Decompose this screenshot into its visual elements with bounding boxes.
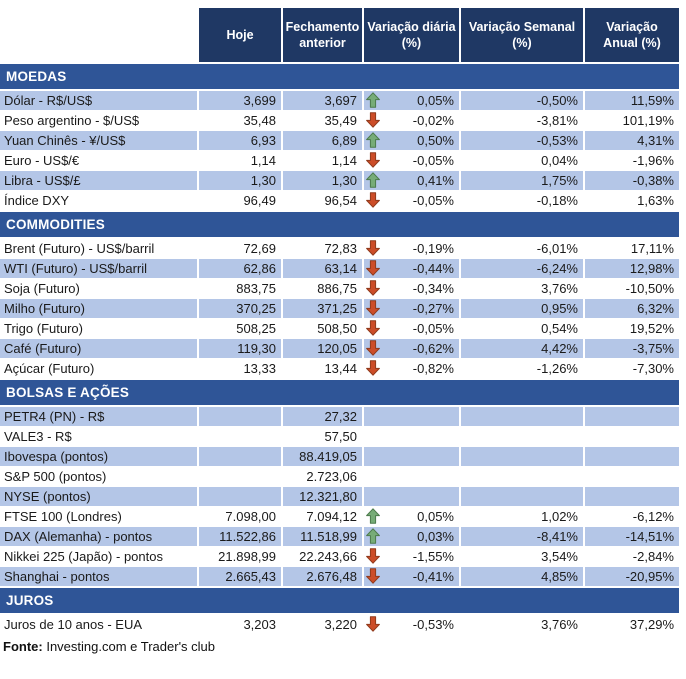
row-label: Milho (Futuro) — [0, 299, 197, 318]
variacao-anual-value — [585, 467, 679, 486]
hoje-value: 11.522,86 — [199, 527, 281, 546]
variacao-semanal-value: -8,41% — [461, 527, 583, 546]
variacao-semanal-value: 0,95% — [461, 299, 583, 318]
variacao-diaria-value: -0,34% — [412, 281, 454, 296]
table-row — [0, 171, 679, 190]
variacao-diaria-cell — [364, 239, 459, 258]
fechamento-value: 2.676,48 — [283, 567, 362, 586]
up-arrow-icon — [366, 528, 380, 544]
variacao-semanal-value: 3,76% — [461, 279, 583, 298]
fechamento-value: 35,49 — [283, 111, 362, 130]
down-arrow-icon — [366, 340, 380, 356]
variacao-semanal-value — [461, 467, 583, 486]
row-label: Libra - US$/£ — [0, 171, 197, 190]
hoje-value: 7.098,00 — [199, 507, 281, 526]
variacao-diaria-value: -0,02% — [412, 113, 454, 128]
hoje-value: 370,25 — [199, 299, 281, 318]
row-label: PETR4 (PN) - R$ — [0, 407, 197, 426]
variacao-semanal-value: -0,18% — [461, 191, 583, 210]
table-row — [0, 407, 679, 426]
variacao-diaria-cell — [364, 279, 459, 298]
variacao-diaria-cell — [364, 131, 459, 150]
variacao-diaria-value: 0,05% — [417, 93, 454, 108]
variacao-diaria-value: -0,41% — [412, 569, 454, 584]
fechamento-value: 3,697 — [283, 91, 362, 110]
hoje-value: 1,14 — [199, 151, 281, 170]
table-row — [0, 319, 679, 338]
row-label: Trigo (Futuro) — [0, 319, 197, 338]
section-header-moedas: MOEDAS — [0, 64, 679, 89]
row-label: Juros de 10 anos - EUA — [0, 615, 197, 634]
variacao-anual-value: 17,11% — [585, 239, 679, 258]
down-arrow-icon — [366, 568, 380, 584]
down-arrow-icon — [366, 320, 380, 336]
column-header-hoje: Hoje — [199, 8, 281, 62]
variacao-diaria-cell — [364, 447, 459, 466]
row-label: Ibovespa (pontos) — [0, 447, 197, 466]
fechamento-value: 1,14 — [283, 151, 362, 170]
fechamento-value: 371,25 — [283, 299, 362, 318]
variacao-diaria-value: -0,27% — [412, 301, 454, 316]
variacao-semanal-value: 4,85% — [461, 567, 583, 586]
row-label: FTSE 100 (Londres) — [0, 507, 197, 526]
hoje-value: 21.898,99 — [199, 547, 281, 566]
hoje-value: 3,699 — [199, 91, 281, 110]
variacao-anual-value: -10,50% — [585, 279, 679, 298]
row-label: Soja (Futuro) — [0, 279, 197, 298]
variacao-anual-value — [585, 447, 679, 466]
hoje-value: 96,49 — [199, 191, 281, 210]
table-row — [0, 91, 679, 110]
variacao-diaria-cell — [364, 359, 459, 378]
row-label: Açúcar (Futuro) — [0, 359, 197, 378]
table-header — [0, 8, 679, 62]
variacao-anual-value: -3,75% — [585, 339, 679, 358]
variacao-anual-value: 4,31% — [585, 131, 679, 150]
fechamento-value: 886,75 — [283, 279, 362, 298]
market-table — [0, 8, 679, 654]
fechamento-value: 63,14 — [283, 259, 362, 278]
fechamento-value: 27,32 — [283, 407, 362, 426]
table-row — [0, 567, 679, 586]
hoje-value — [199, 407, 281, 426]
variacao-diaria-cell — [364, 507, 459, 526]
column-header-variacao-anual: Variação Anual (%) — [585, 8, 679, 62]
row-label: Peso argentino - $/US$ — [0, 111, 197, 130]
variacao-semanal-value — [461, 407, 583, 426]
row-label: NYSE (pontos) — [0, 487, 197, 506]
section-header-juros: JUROS — [0, 588, 679, 613]
variacao-anual-value — [585, 407, 679, 426]
variacao-semanal-value — [461, 487, 583, 506]
variacao-diaria-cell — [364, 171, 459, 190]
variacao-semanal-value: -0,53% — [461, 131, 583, 150]
row-label: Shanghai - pontos — [0, 567, 197, 586]
variacao-diaria-value: -0,62% — [412, 341, 454, 356]
source-label: Fonte: — [3, 639, 43, 654]
variacao-diaria-cell — [364, 259, 459, 278]
variacao-anual-value: 101,19% — [585, 111, 679, 130]
variacao-anual-value: 37,29% — [585, 615, 679, 634]
variacao-semanal-value: -6,24% — [461, 259, 583, 278]
hoje-value: 3,203 — [199, 615, 281, 634]
variacao-diaria-cell — [364, 615, 459, 634]
variacao-diaria-value: 0,50% — [417, 133, 454, 148]
down-arrow-icon — [366, 360, 380, 376]
table-row — [0, 131, 679, 150]
variacao-semanal-value: -1,26% — [461, 359, 583, 378]
variacao-anual-value: 1,63% — [585, 191, 679, 210]
variacao-semanal-value: -6,01% — [461, 239, 583, 258]
section-header-bolsas-e-acoes: BOLSAS E AÇÕES — [0, 380, 679, 405]
table-row — [0, 487, 679, 506]
hoje-value: 62,86 — [199, 259, 281, 278]
up-arrow-icon — [366, 172, 380, 188]
variacao-diaria-value: -0,05% — [412, 193, 454, 208]
variacao-semanal-value: -3,81% — [461, 111, 583, 130]
fechamento-value: 120,05 — [283, 339, 362, 358]
row-label: Dólar - R$/US$ — [0, 91, 197, 110]
down-arrow-icon — [366, 112, 380, 128]
table-row — [0, 427, 679, 446]
variacao-diaria-cell — [364, 339, 459, 358]
row-label: Euro - US$/€ — [0, 151, 197, 170]
variacao-anual-value: -20,95% — [585, 567, 679, 586]
variacao-semanal-value: 1,75% — [461, 171, 583, 190]
table-row — [0, 299, 679, 318]
variacao-semanal-value: 0,04% — [461, 151, 583, 170]
variacao-diaria-value: 0,41% — [417, 173, 454, 188]
source-note — [3, 639, 679, 654]
variacao-diaria-value: -0,19% — [412, 241, 454, 256]
table-row — [0, 547, 679, 566]
table-row — [0, 259, 679, 278]
row-label: Índice DXY — [0, 191, 197, 210]
table-row — [0, 447, 679, 466]
variacao-diaria-cell — [364, 299, 459, 318]
variacao-anual-value: 11,59% — [585, 91, 679, 110]
variacao-anual-value — [585, 487, 679, 506]
fechamento-value: 57,50 — [283, 427, 362, 446]
column-header-variacao-diaria: Variação diária (%) — [364, 8, 459, 62]
variacao-diaria-cell — [364, 427, 459, 446]
row-label: WTI (Futuro) - US$/barril — [0, 259, 197, 278]
variacao-diaria-value: -0,44% — [412, 261, 454, 276]
fechamento-value: 1,30 — [283, 171, 362, 190]
variacao-anual-value: -6,12% — [585, 507, 679, 526]
variacao-diaria-cell — [364, 91, 459, 110]
section-header-commodities: COMMODITIES — [0, 212, 679, 237]
row-label: Yuan Chinês - ¥/US$ — [0, 131, 197, 150]
down-arrow-icon — [366, 548, 380, 564]
hoje-value: 13,33 — [199, 359, 281, 378]
hoje-value: 883,75 — [199, 279, 281, 298]
variacao-diaria-cell — [364, 407, 459, 426]
hoje-value: 1,30 — [199, 171, 281, 190]
variacao-anual-value: -7,30% — [585, 359, 679, 378]
variacao-diaria-cell — [364, 191, 459, 210]
source-text: Investing.com e Trader's club — [46, 639, 216, 654]
fechamento-value: 2.723,06 — [283, 467, 362, 486]
hoje-value: 35,48 — [199, 111, 281, 130]
down-arrow-icon — [366, 260, 380, 276]
hoje-value: 119,30 — [199, 339, 281, 358]
fechamento-value: 72,83 — [283, 239, 362, 258]
table-row — [0, 507, 679, 526]
variacao-diaria-value: 0,05% — [417, 509, 454, 524]
variacao-diaria-value: 0,03% — [417, 529, 454, 544]
variacao-diaria-cell — [364, 319, 459, 338]
variacao-diaria-cell — [364, 547, 459, 566]
fechamento-value: 88.419,05 — [283, 447, 362, 466]
hoje-value: 72,69 — [199, 239, 281, 258]
variacao-semanal-value: 3,76% — [461, 615, 583, 634]
fechamento-value: 96,54 — [283, 191, 362, 210]
fechamento-value: 11.518,99 — [283, 527, 362, 546]
fechamento-value: 3,220 — [283, 615, 362, 634]
hoje-value: 2.665,43 — [199, 567, 281, 586]
variacao-diaria-cell — [364, 527, 459, 546]
hoje-value — [199, 447, 281, 466]
fechamento-value: 13,44 — [283, 359, 362, 378]
variacao-diaria-value: -0,82% — [412, 361, 454, 376]
row-label: DAX (Alemanha) - pontos — [0, 527, 197, 546]
down-arrow-icon — [366, 280, 380, 296]
table-row — [0, 527, 679, 546]
variacao-diaria-cell — [364, 111, 459, 130]
row-label: VALE3 - R$ — [0, 427, 197, 446]
variacao-anual-value: 6,32% — [585, 299, 679, 318]
fechamento-value: 508,50 — [283, 319, 362, 338]
table-row — [0, 191, 679, 210]
down-arrow-icon — [366, 152, 380, 168]
row-label: Brent (Futuro) - US$/barril — [0, 239, 197, 258]
column-header-fechamento-anterior: Fechamento anterior — [283, 8, 362, 62]
table-row — [0, 111, 679, 130]
variacao-anual-value: 12,98% — [585, 259, 679, 278]
variacao-anual-value: 19,52% — [585, 319, 679, 338]
fechamento-value: 22.243,66 — [283, 547, 362, 566]
variacao-semanal-value — [461, 447, 583, 466]
variacao-semanal-value: 3,54% — [461, 547, 583, 566]
variacao-diaria-cell — [364, 487, 459, 506]
up-arrow-icon — [366, 92, 380, 108]
variacao-diaria-cell — [364, 567, 459, 586]
row-label: S&P 500 (pontos) — [0, 467, 197, 486]
down-arrow-icon — [366, 192, 380, 208]
table-row — [0, 279, 679, 298]
down-arrow-icon — [366, 300, 380, 316]
header-spacer — [0, 8, 197, 62]
fechamento-value: 12.321,80 — [283, 487, 362, 506]
hoje-value: 6,93 — [199, 131, 281, 150]
hoje-value — [199, 427, 281, 446]
fechamento-value: 7.094,12 — [283, 507, 362, 526]
variacao-semanal-value: 4,42% — [461, 339, 583, 358]
table-row — [0, 467, 679, 486]
variacao-diaria-value: -0,53% — [412, 617, 454, 632]
row-label: Nikkei 225 (Japão) - pontos — [0, 547, 197, 566]
hoje-value: 508,25 — [199, 319, 281, 338]
up-arrow-icon — [366, 508, 380, 524]
variacao-anual-value: -0,38% — [585, 171, 679, 190]
fechamento-value: 6,89 — [283, 131, 362, 150]
variacao-anual-value: -2,84% — [585, 547, 679, 566]
variacao-semanal-value: 0,54% — [461, 319, 583, 338]
variacao-diaria-value: -0,05% — [412, 321, 454, 336]
down-arrow-icon — [366, 616, 380, 632]
variacao-diaria-cell — [364, 151, 459, 170]
variacao-semanal-value: 1,02% — [461, 507, 583, 526]
row-label: Café (Futuro) — [0, 339, 197, 358]
table-row — [0, 359, 679, 378]
variacao-diaria-cell — [364, 467, 459, 486]
variacao-diaria-value: -0,05% — [412, 153, 454, 168]
table-row — [0, 615, 679, 634]
variacao-anual-value: -14,51% — [585, 527, 679, 546]
variacao-semanal-value: -0,50% — [461, 91, 583, 110]
hoje-value — [199, 487, 281, 506]
variacao-diaria-value: -1,55% — [412, 549, 454, 564]
down-arrow-icon — [366, 240, 380, 256]
variacao-anual-value — [585, 427, 679, 446]
hoje-value — [199, 467, 281, 486]
table-row — [0, 151, 679, 170]
variacao-anual-value: -1,96% — [585, 151, 679, 170]
table-row — [0, 339, 679, 358]
up-arrow-icon — [366, 132, 380, 148]
column-header-variacao-semanal: Variação Semanal (%) — [461, 8, 583, 62]
variacao-semanal-value — [461, 427, 583, 446]
table-row — [0, 239, 679, 258]
